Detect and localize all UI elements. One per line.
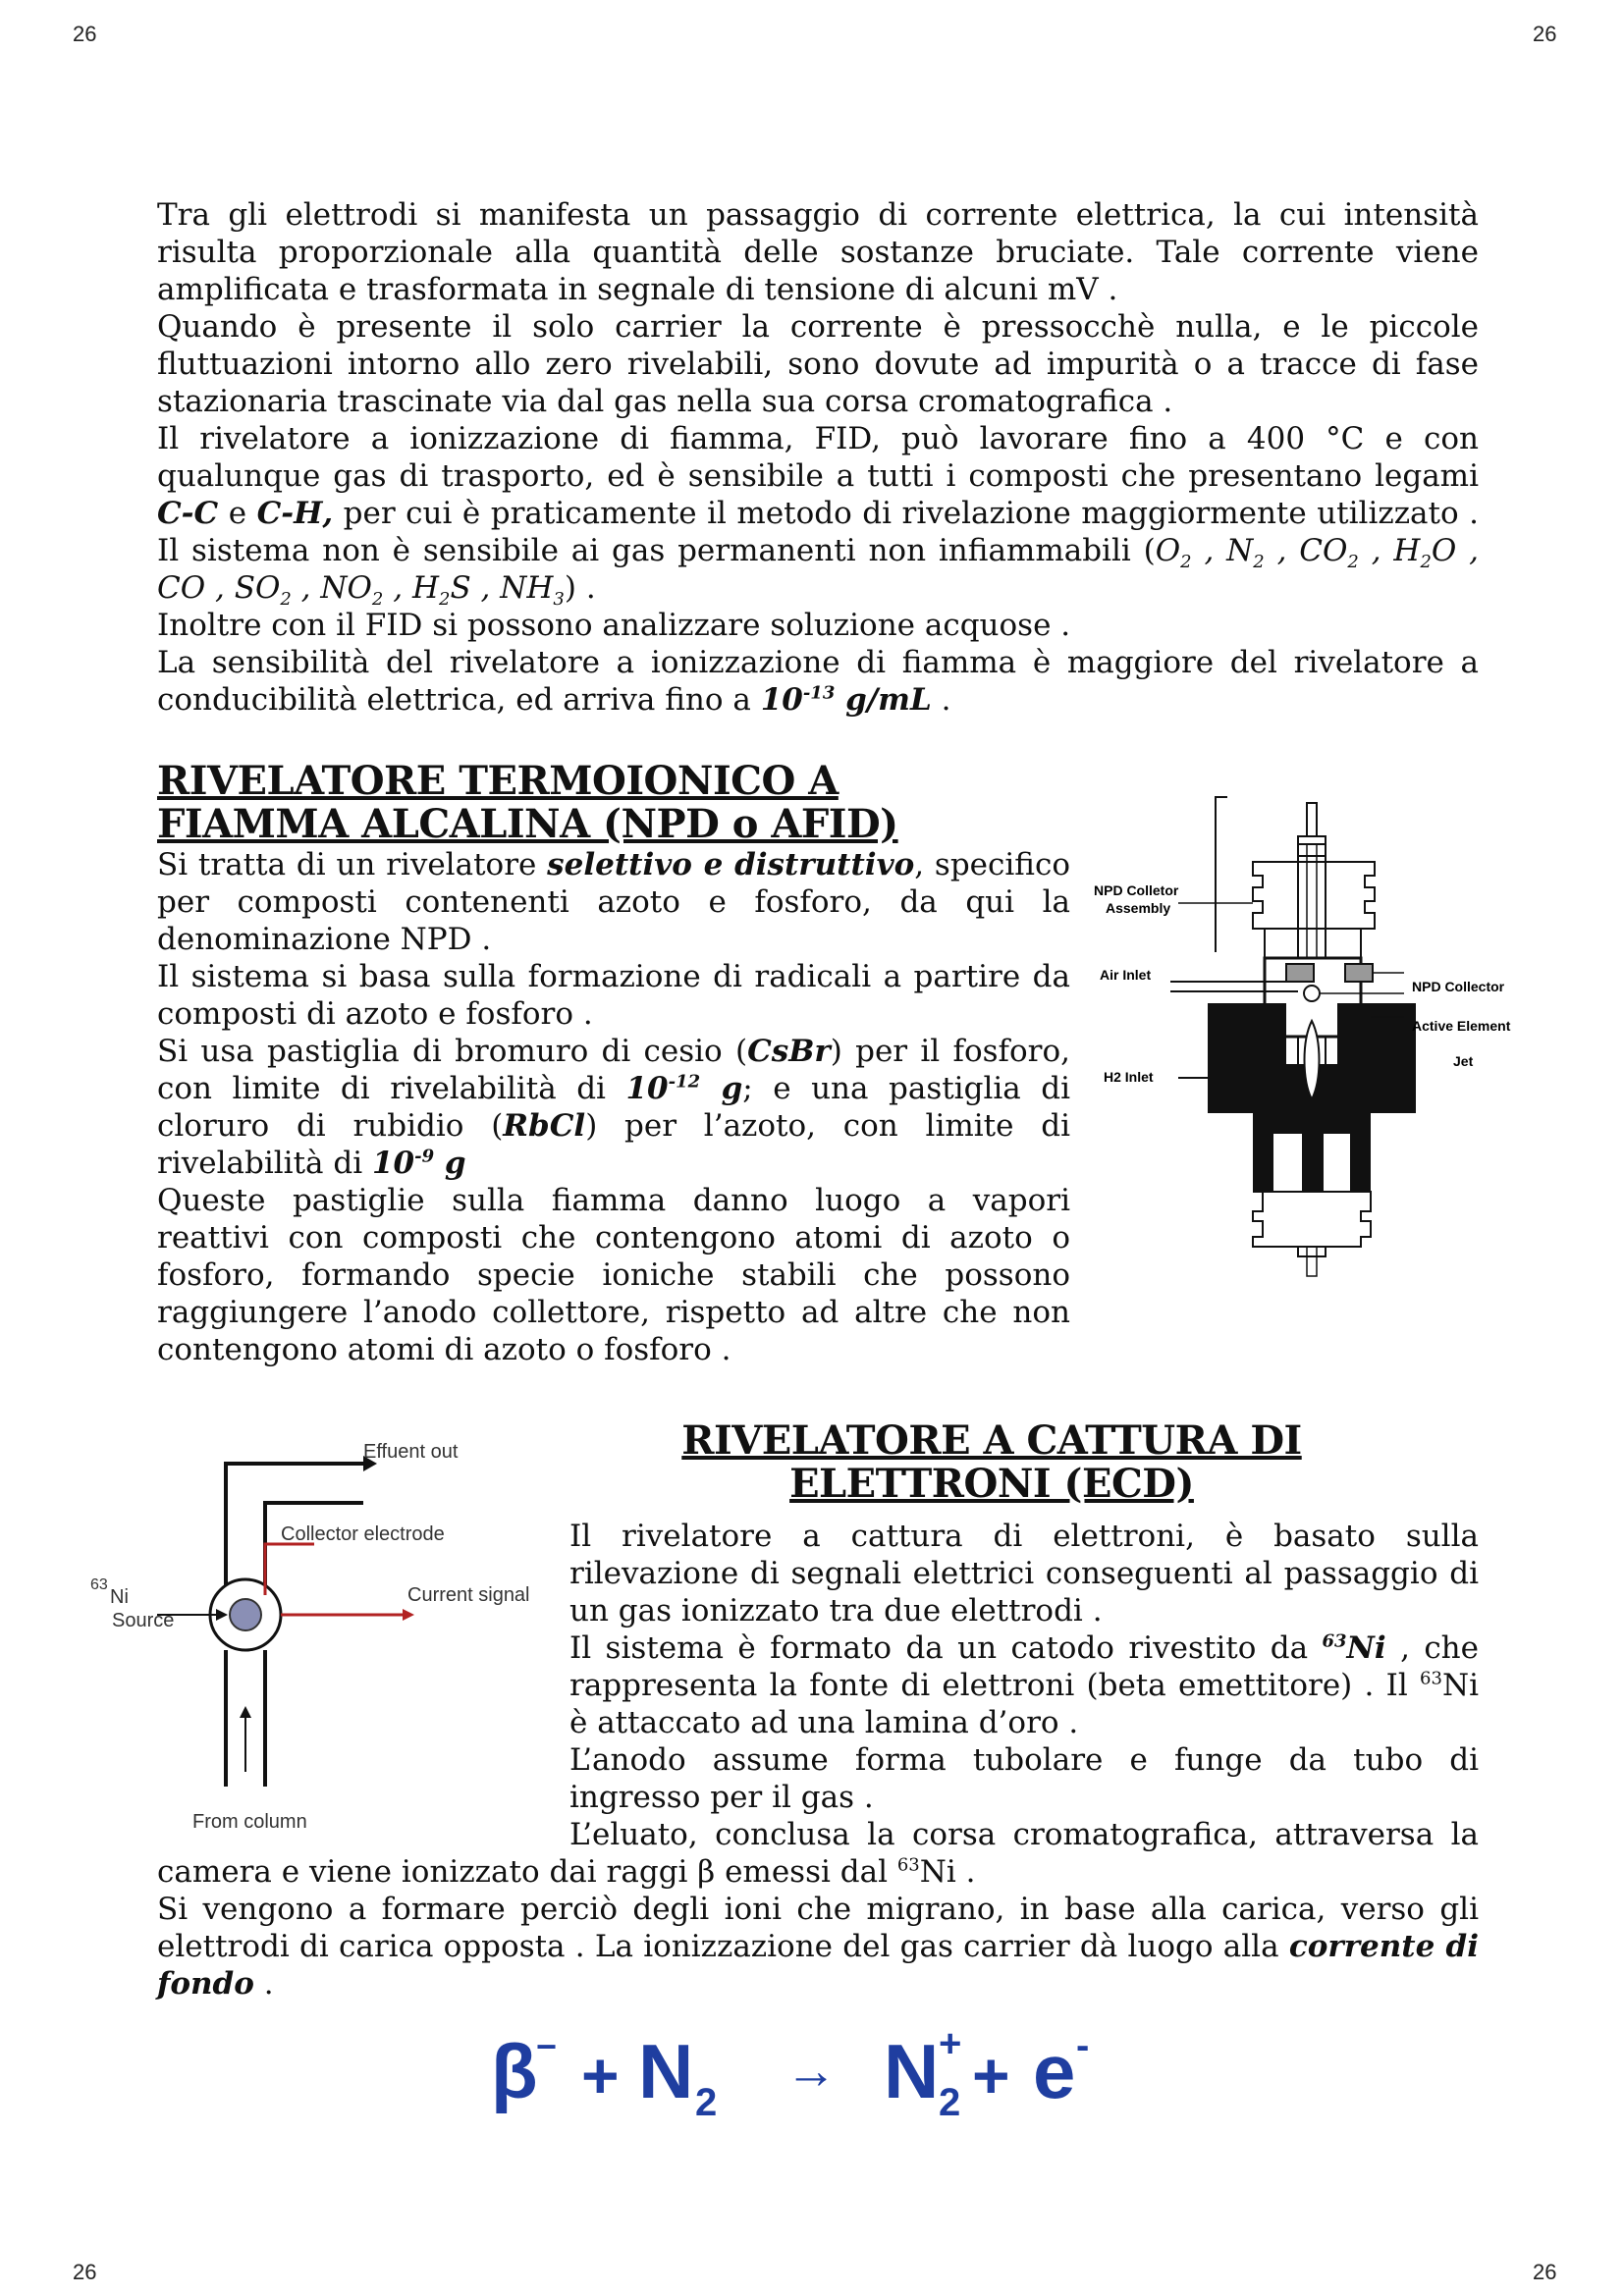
bond-ch: C-H, (256, 496, 334, 531)
background-current: corrente di fondo (157, 1929, 1479, 2002)
ecd-title-block (609, 1419, 1375, 1506)
gas-list: $O_2$ , $N_2$ , $CO_2$ , $H_2O$ , CO , $SO_2$ , $NO_2$ , $H_2S$ , $NH_3$ (157, 533, 1480, 611)
label-effluent-out: Effuent out (363, 1441, 459, 1463)
eq-plus-1: + (581, 2039, 620, 2111)
label-active-element: Active Element (1412, 1018, 1511, 1034)
label-air-inlet: Air Inlet (1100, 967, 1152, 983)
label-from-column: From column (192, 1811, 307, 1833)
label-npd-collector: NPD Collector (1412, 979, 1505, 994)
page-number-bottom-left: 26 (73, 2260, 97, 2284)
label-jet: Jet (1453, 1053, 1474, 1069)
eq-n2-right: N (884, 2028, 940, 2114)
npd-paragraph-4: Queste pastiglie sulla fiamma danno luogo a vapori reattivi con composti che contengono atomi di azoto o fosforo, formando specie ioniche stabili che possono raggiungere l’anodo collettore, rispetto ad altre che non contengono atomi di azoto o fosforo . (157, 1183, 1070, 1367)
ni63-label: $^{63}$Ni (1322, 1630, 1386, 1666)
eq-beta-minus: − (536, 2026, 558, 2066)
eq-electron: e (1033, 2028, 1076, 2114)
npd-section (157, 760, 1070, 1368)
fid-p5-text: La sensibilità del rivelatore a ionizzazione di fiamma è maggiore del rivelatore a conducibilità elettrica, ed arriva fino a (157, 645, 1479, 718)
eq-electron-charge: - (1076, 2024, 1090, 2067)
bond-cc: C-C (157, 496, 219, 531)
eq-n2-right-sub: 2 (939, 2081, 961, 2124)
label-collector-assembly-2: Assembly (1106, 900, 1171, 916)
label-ni: Ni (110, 1586, 129, 1608)
page-number-bottom-right: 26 (1533, 2260, 1557, 2284)
npd-selective: selettivo e distruttivo (547, 847, 915, 882)
fid-text-block (157, 196, 1479, 719)
rbcl-formula: RbCl (503, 1108, 586, 1144)
label-collector-assembly-1: NPD Colletor (1094, 882, 1179, 898)
eq-plus-2: + (972, 2039, 1010, 2111)
eq-arrow: → (785, 2043, 837, 2100)
ionization-equation (491, 2017, 1178, 2125)
fid-p3-and: e (218, 496, 257, 531)
ecd-diagram (79, 1428, 569, 1841)
ecd-text-right (569, 1518, 1479, 1816)
fid-p3-text-b: per cui è praticamente il metodo di rivelazione maggiormente utilizzato . Il sistema non è sensibile ai gas permanenti non infiammabili ( (157, 496, 1479, 568)
npd-paragraph-3: Si usa pastiglia di bromuro di cesio (CsBr) per il fosforo, con limite di rivelabilità di $10^{-12}$ g; e una pastiglia di cloruro di rubidio (RbCl) per l’azoto, con limite di rivelabilità di $10^{-9}$ g (157, 1034, 1071, 1181)
eq-n2-left: N (638, 2028, 694, 2114)
ecd-paragraph-1: Il rivelatore a cattura di elettroni, è basato sulla rilevazione di segnali elettrici conseguenti al passaggio di un gas ionizzato tra due elettrodi . (569, 1519, 1479, 1629)
eq-n2-left-sub: 2 (695, 2081, 718, 2124)
eq-n2-charge: + (939, 2022, 962, 2065)
label-ni-sup: 63 (90, 1576, 108, 1593)
fid-paragraph-3 (157, 420, 1480, 611)
label-source: Source (112, 1610, 175, 1631)
page-number-top-left: 26 (73, 22, 97, 46)
fid-paragraph-1: Tra gli elettrodi si manifesta un passaggio di corrente elettrica, la cui intensità risulta proporzionale alla quantità delle sostanze bruciate. Tale corrente viene amplificata e trasformata in segnale di tensione di alcuni mV . (157, 197, 1479, 307)
ecd-paragraph-4: L’eluato, conclusa la corsa cromatografica, attraversa la camera e viene ionizzato dai raggi β emessi dal $^{63}$Ni . (157, 1817, 1479, 1890)
fid-p3-end: ) . (564, 570, 596, 606)
ecd-paragraph-5: Si vengono a formare perciò degli ioni che migrano, in base alla carica, verso gli elettrodi di carica opposta . La ionizzazione del gas carrier dà luogo alla corrente di fondo . (157, 1892, 1479, 2002)
fid-sensitivity: $10^{-13}$ g/mL (760, 682, 932, 718)
label-current-signal: Current signal (407, 1584, 530, 1606)
npd-paragraph-1: Si tratta di un rivelatore selettivo e distruttivo, specifico per composti contenenti azoto e fosforo, da qui la denominazione NPD . (157, 847, 1070, 957)
csbr-formula: CsBr (747, 1034, 831, 1069)
label-collector-electrode: Collector electrode (281, 1523, 445, 1545)
ecd-title: RIVELATORE A CATTURA DI ELETTRONI (ECD) (681, 1417, 1302, 1507)
npd-limit-p: $10^{-12}$ g (625, 1071, 743, 1106)
ecd-text-full (157, 1816, 1479, 2002)
eq-beta: β (491, 2028, 538, 2114)
ecd-paragraph-2: Il sistema è formato da un catodo rivestito da $^{63}$Ni , che rappresenta la fonte di elettroni (beta emettitore) . Il $^{63}$Ni è attaccato ad una lamina d’oro . (569, 1630, 1479, 1740)
fid-p3-text-a: Il rivelatore a ionizzazione di fiamma, FID, può lavorare fino a 400 °C e con qualunque gas di trasporto, ed è sensibile a tutti i composti che presentano legami (157, 421, 1479, 494)
npd-limit-n: $10^{-9}$ g (371, 1146, 466, 1181)
fid-paragraph-2: Quando è presente il solo carrier la corrente è pressocchè nulla, e le piccole fluttuazioni intorno allo zero rivelabili, sono dovute ad impurità o a tracce di fase stazionaria trascinate via dal gas nella sua corsa cromatografica . (157, 309, 1479, 419)
npd-diagram (1080, 785, 1551, 1315)
fid-paragraph-5: La sensibilità del rivelatore a ionizzazione di fiamma è maggiore del rivelatore a conducibilità elettrica, ed arriva fino a $10^{-13}$ g/mL . (157, 645, 1479, 718)
npd-title: RIVELATORE TERMOIONICO A FIAMMA ALCALINA (NPD o AFID) (157, 758, 898, 847)
label-h2-inlet: H2 Inlet (1104, 1069, 1154, 1085)
npd-paragraph-2: Il sistema si basa sulla formazione di radicali a partire da composti di azoto e fosforo . (157, 959, 1070, 1032)
page-number-top-right: 26 (1533, 22, 1557, 46)
ecd-paragraph-3: L’anodo assume forma tubolare e funge da tubo di ingresso per il gas . (569, 1742, 1479, 1815)
fid-paragraph-4: Inoltre con il FID si possono analizzare soluzione acquose . (157, 608, 1071, 643)
